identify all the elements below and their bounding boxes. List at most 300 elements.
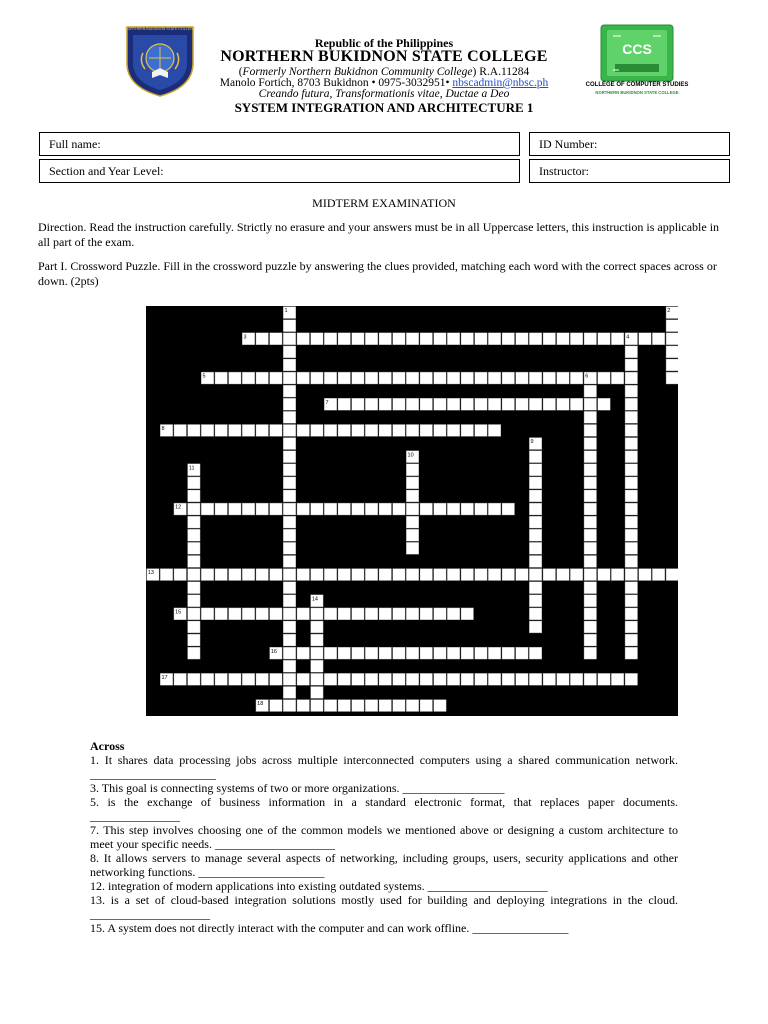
crossword-cell[interactable]: [256, 608, 268, 620]
crossword-cell[interactable]: [488, 569, 500, 581]
crossword-cell[interactable]: [529, 464, 541, 476]
crossword-cell[interactable]: [270, 333, 282, 345]
crossword-cell[interactable]: [188, 425, 200, 437]
crossword-cell[interactable]: [365, 608, 377, 620]
crossword-cell[interactable]: [174, 569, 186, 581]
crossword-cell[interactable]: [584, 647, 596, 659]
crossword-cell[interactable]: [639, 569, 651, 581]
crossword-cell[interactable]: [447, 608, 459, 620]
crossword-cell[interactable]: [352, 398, 364, 410]
crossword-cell[interactable]: [188, 542, 200, 554]
crossword-cell[interactable]: [625, 673, 637, 685]
crossword-cell[interactable]: [365, 700, 377, 712]
crossword-cell[interactable]: [201, 503, 213, 515]
crossword-cell[interactable]: [529, 477, 541, 489]
crossword-cell[interactable]: [434, 398, 446, 410]
crossword-cell[interactable]: [270, 425, 282, 437]
crossword-cell[interactable]: [215, 425, 227, 437]
section-field[interactable]: [39, 159, 520, 183]
crossword-cell[interactable]: [324, 569, 336, 581]
crossword-cell[interactable]: [584, 333, 596, 345]
crossword-cell[interactable]: [529, 621, 541, 633]
crossword-cell[interactable]: [201, 673, 213, 685]
crossword-cell[interactable]: [215, 673, 227, 685]
crossword-cell[interactable]: [297, 503, 309, 515]
crossword-cell[interactable]: [379, 700, 391, 712]
crossword-cell[interactable]: [242, 425, 254, 437]
crossword-cell[interactable]: [611, 673, 623, 685]
crossword-cell[interactable]: [475, 647, 487, 659]
instructor-field[interactable]: [529, 159, 730, 183]
crossword-cell[interactable]: [242, 673, 254, 685]
crossword-cell[interactable]: [283, 529, 295, 541]
crossword-cell[interactable]: [379, 333, 391, 345]
crossword-cell[interactable]: [666, 320, 678, 332]
crossword-cell[interactable]: [283, 451, 295, 463]
crossword-cell[interactable]: [420, 608, 432, 620]
crossword-cell[interactable]: [461, 372, 473, 384]
crossword-cell[interactable]: [324, 503, 336, 515]
crossword-cell[interactable]: [666, 359, 678, 371]
crossword-cell[interactable]: [283, 660, 295, 672]
crossword-cell[interactable]: [420, 503, 432, 515]
crossword-cell[interactable]: [188, 621, 200, 633]
crossword-cell[interactable]: [365, 333, 377, 345]
crossword-cell[interactable]: [516, 333, 528, 345]
email-link[interactable]: nbscadmin@nbsc.ph: [452, 77, 549, 89]
crossword-cell[interactable]: [625, 477, 637, 489]
crossword-cell[interactable]: [406, 490, 418, 502]
crossword-cell[interactable]: [215, 608, 227, 620]
crossword-cell[interactable]: [502, 398, 514, 410]
crossword-cell[interactable]: [256, 333, 268, 345]
crossword-cell[interactable]: [352, 673, 364, 685]
crossword-cell[interactable]: [393, 372, 405, 384]
crossword-cell[interactable]: [352, 372, 364, 384]
crossword-cell[interactable]: [352, 503, 364, 515]
crossword-cell[interactable]: [625, 490, 637, 502]
crossword-cell[interactable]: [324, 372, 336, 384]
crossword-cell[interactable]: [311, 425, 323, 437]
crossword-cell[interactable]: [529, 398, 541, 410]
crossword-cell[interactable]: [338, 425, 350, 437]
crossword-cell[interactable]: [297, 372, 309, 384]
crossword-cell[interactable]: [379, 425, 391, 437]
crossword-cell[interactable]: [352, 647, 364, 659]
crossword-cell[interactable]: [666, 333, 678, 345]
crossword-cell[interactable]: [611, 569, 623, 581]
crossword-cell[interactable]: [311, 660, 323, 672]
crossword-cell[interactable]: [283, 700, 295, 712]
crossword-cell[interactable]: [365, 503, 377, 515]
crossword-cell[interactable]: [283, 634, 295, 646]
crossword-cell[interactable]: [297, 673, 309, 685]
crossword-cell[interactable]: [584, 464, 596, 476]
crossword-cell[interactable]: [475, 673, 487, 685]
crossword-cell[interactable]: [516, 647, 528, 659]
crossword-cell[interactable]: [584, 542, 596, 554]
crossword-cell[interactable]: [188, 503, 200, 515]
crossword-cell[interactable]: [352, 333, 364, 345]
crossword-cell[interactable]: [584, 438, 596, 450]
crossword-cell[interactable]: [475, 398, 487, 410]
crossword-cell[interactable]: [283, 411, 295, 423]
crossword-cell[interactable]: [393, 398, 405, 410]
crossword-cell[interactable]: [502, 569, 514, 581]
crossword-cell[interactable]: [338, 647, 350, 659]
crossword-cell[interactable]: [652, 569, 664, 581]
crossword-cell[interactable]: [379, 503, 391, 515]
crossword-cell[interactable]: [229, 372, 241, 384]
crossword-cell[interactable]: [256, 503, 268, 515]
crossword-cell[interactable]: [311, 700, 323, 712]
crossword-cell[interactable]: [625, 346, 637, 358]
crossword-cell[interactable]: [406, 569, 418, 581]
crossword-cell[interactable]: [352, 425, 364, 437]
crossword-cell[interactable]: [461, 608, 473, 620]
crossword-cell[interactable]: [270, 673, 282, 685]
crossword-cell[interactable]: [529, 542, 541, 554]
crossword-cell[interactable]: [242, 608, 254, 620]
crossword-cell[interactable]: [447, 647, 459, 659]
crossword-cell[interactable]: [557, 673, 569, 685]
crossword-cell[interactable]: [188, 647, 200, 659]
crossword-cell[interactable]: [625, 438, 637, 450]
crossword-cell[interactable]: [174, 673, 186, 685]
crossword-cell[interactable]: [434, 425, 446, 437]
crossword-cell[interactable]: [666, 569, 678, 581]
crossword-cell[interactable]: [557, 333, 569, 345]
crossword-cell[interactable]: [584, 673, 596, 685]
crossword-cell[interactable]: [324, 700, 336, 712]
crossword-cell[interactable]: [270, 569, 282, 581]
crossword-cell[interactable]: [475, 333, 487, 345]
crossword-cell[interactable]: [379, 608, 391, 620]
crossword-cell[interactable]: [297, 425, 309, 437]
crossword-cell[interactable]: [188, 673, 200, 685]
crossword-cell[interactable]: [488, 647, 500, 659]
crossword-cell[interactable]: [529, 647, 541, 659]
crossword-cell[interactable]: [352, 700, 364, 712]
crossword-cell[interactable]: [283, 477, 295, 489]
crossword-cell[interactable]: [338, 333, 350, 345]
crossword-cell[interactable]: [365, 569, 377, 581]
crossword-cell[interactable]: [543, 372, 555, 384]
crossword-cell[interactable]: [283, 438, 295, 450]
crossword-cell[interactable]: [447, 372, 459, 384]
crossword-cell[interactable]: [365, 398, 377, 410]
crossword-cell[interactable]: [502, 503, 514, 515]
crossword-cell[interactable]: [529, 516, 541, 528]
crossword-cell[interactable]: [338, 608, 350, 620]
crossword-cell[interactable]: [393, 425, 405, 437]
crossword-cell[interactable]: [488, 425, 500, 437]
crossword-cell[interactable]: [283, 320, 295, 332]
crossword-cell[interactable]: [338, 700, 350, 712]
crossword-cell[interactable]: [529, 556, 541, 568]
crossword-cell[interactable]: [461, 425, 473, 437]
crossword-cell[interactable]: [324, 425, 336, 437]
crossword-cell[interactable]: [529, 608, 541, 620]
crossword-cell[interactable]: [447, 425, 459, 437]
crossword-cell[interactable]: [420, 398, 432, 410]
crossword-cell[interactable]: [406, 608, 418, 620]
crossword-cell[interactable]: [283, 516, 295, 528]
crossword-cell[interactable]: [324, 333, 336, 345]
crossword-cell[interactable]: [188, 595, 200, 607]
crossword-cell[interactable]: [625, 425, 637, 437]
crossword-cell[interactable]: [584, 569, 596, 581]
crossword-cell[interactable]: [543, 673, 555, 685]
crossword-cell[interactable]: [625, 608, 637, 620]
crossword-cell[interactable]: [406, 464, 418, 476]
crossword-cell[interactable]: [283, 333, 295, 345]
crossword-cell[interactable]: [283, 673, 295, 685]
crossword-cell[interactable]: [584, 556, 596, 568]
crossword-cell[interactable]: [420, 569, 432, 581]
crossword-cell[interactable]: [434, 333, 446, 345]
crossword-cell[interactable]: [188, 569, 200, 581]
crossword-cell[interactable]: [461, 503, 473, 515]
crossword-cell[interactable]: [283, 556, 295, 568]
crossword-cell[interactable]: [434, 673, 446, 685]
crossword-cell[interactable]: [283, 372, 295, 384]
crossword-cell[interactable]: [393, 647, 405, 659]
crossword-cell[interactable]: [584, 411, 596, 423]
crossword-cell[interactable]: [611, 333, 623, 345]
full-name-field[interactable]: [39, 132, 520, 156]
crossword-cell[interactable]: [584, 385, 596, 397]
crossword-cell[interactable]: [283, 464, 295, 476]
crossword-cell[interactable]: [379, 372, 391, 384]
crossword-cell[interactable]: [461, 333, 473, 345]
crossword-cell[interactable]: [625, 542, 637, 554]
crossword-cell[interactable]: [625, 582, 637, 594]
crossword-cell[interactable]: [406, 425, 418, 437]
crossword-cell[interactable]: [625, 359, 637, 371]
crossword-cell[interactable]: [502, 647, 514, 659]
crossword-cell[interactable]: [338, 398, 350, 410]
crossword-cell[interactable]: [365, 372, 377, 384]
crossword-cell[interactable]: [475, 503, 487, 515]
crossword-cell[interactable]: [229, 608, 241, 620]
crossword-cell[interactable]: [584, 621, 596, 633]
crossword-cell[interactable]: [324, 608, 336, 620]
crossword-cell[interactable]: [625, 372, 637, 384]
crossword-cell[interactable]: [338, 673, 350, 685]
crossword-cell[interactable]: [379, 569, 391, 581]
crossword-cell[interactable]: [352, 608, 364, 620]
crossword-cell[interactable]: [406, 333, 418, 345]
crossword-cell[interactable]: [283, 687, 295, 699]
crossword-cell[interactable]: [270, 372, 282, 384]
crossword-cell[interactable]: [256, 372, 268, 384]
crossword-cell[interactable]: [447, 673, 459, 685]
crossword-cell[interactable]: [625, 556, 637, 568]
crossword-cell[interactable]: [160, 569, 172, 581]
crossword-cell[interactable]: [420, 700, 432, 712]
crossword-cell[interactable]: [529, 503, 541, 515]
crossword-cell[interactable]: [229, 503, 241, 515]
crossword-cell[interactable]: [529, 451, 541, 463]
crossword-cell[interactable]: [297, 647, 309, 659]
crossword-cell[interactable]: [447, 503, 459, 515]
crossword-cell[interactable]: [311, 503, 323, 515]
crossword-cell[interactable]: [365, 647, 377, 659]
crossword-cell[interactable]: [283, 621, 295, 633]
crossword-cell[interactable]: [311, 569, 323, 581]
crossword-cell[interactable]: [625, 411, 637, 423]
crossword-cell[interactable]: [529, 372, 541, 384]
crossword-cell[interactable]: [201, 608, 213, 620]
crossword-cell[interactable]: [297, 608, 309, 620]
crossword-cell[interactable]: [283, 490, 295, 502]
crossword-cell[interactable]: [625, 503, 637, 515]
crossword-cell[interactable]: [406, 372, 418, 384]
crossword-cell[interactable]: [215, 503, 227, 515]
crossword-cell[interactable]: [625, 451, 637, 463]
crossword-cell[interactable]: [420, 673, 432, 685]
crossword-cell[interactable]: [324, 647, 336, 659]
crossword-cell[interactable]: [188, 608, 200, 620]
id-number-field[interactable]: [529, 132, 730, 156]
crossword-cell[interactable]: [625, 569, 637, 581]
crossword-cell[interactable]: [406, 647, 418, 659]
crossword-cell[interactable]: [406, 529, 418, 541]
crossword-cell[interactable]: [256, 425, 268, 437]
crossword-cell[interactable]: [434, 700, 446, 712]
crossword-cell[interactable]: [283, 398, 295, 410]
crossword-cell[interactable]: [447, 398, 459, 410]
crossword-cell[interactable]: [529, 333, 541, 345]
crossword-cell[interactable]: [598, 569, 610, 581]
crossword-cell[interactable]: [311, 608, 323, 620]
crossword-cell[interactable]: [434, 569, 446, 581]
crossword-cell[interactable]: [393, 503, 405, 515]
crossword-cell[interactable]: [283, 569, 295, 581]
crossword-cell[interactable]: [393, 333, 405, 345]
crossword-cell[interactable]: [406, 398, 418, 410]
crossword-cell[interactable]: [393, 673, 405, 685]
crossword-cell[interactable]: [543, 333, 555, 345]
crossword-cell[interactable]: [447, 569, 459, 581]
crossword-cell[interactable]: [338, 503, 350, 515]
crossword-cell[interactable]: [529, 569, 541, 581]
crossword-cell[interactable]: [625, 385, 637, 397]
crossword-cell[interactable]: [529, 582, 541, 594]
crossword-cell[interactable]: [188, 556, 200, 568]
crossword-cell[interactable]: [379, 398, 391, 410]
crossword-cell[interactable]: [598, 333, 610, 345]
crossword-cell[interactable]: [584, 529, 596, 541]
crossword-grid[interactable]: [146, 306, 678, 716]
crossword-cell[interactable]: [201, 569, 213, 581]
crossword-cell[interactable]: [283, 647, 295, 659]
crossword-cell[interactable]: [311, 647, 323, 659]
crossword-cell[interactable]: [434, 608, 446, 620]
crossword-cell[interactable]: [420, 372, 432, 384]
crossword-cell[interactable]: [311, 673, 323, 685]
crossword-cell[interactable]: [393, 569, 405, 581]
crossword-cell[interactable]: [625, 516, 637, 528]
crossword-cell[interactable]: [666, 372, 678, 384]
crossword-cell[interactable]: [270, 700, 282, 712]
crossword-cell[interactable]: [516, 569, 528, 581]
crossword-cell[interactable]: [652, 333, 664, 345]
crossword-cell[interactable]: [488, 372, 500, 384]
crossword-cell[interactable]: [598, 673, 610, 685]
crossword-cell[interactable]: [529, 490, 541, 502]
crossword-cell[interactable]: [516, 372, 528, 384]
crossword-cell[interactable]: [584, 634, 596, 646]
crossword-cell[interactable]: [584, 490, 596, 502]
crossword-cell[interactable]: [379, 673, 391, 685]
crossword-cell[interactable]: [352, 569, 364, 581]
crossword-cell[interactable]: [324, 673, 336, 685]
crossword-cell[interactable]: [584, 451, 596, 463]
crossword-cell[interactable]: [625, 634, 637, 646]
crossword-cell[interactable]: [557, 398, 569, 410]
crossword-cell[interactable]: [570, 673, 582, 685]
crossword-cell[interactable]: [365, 673, 377, 685]
crossword-cell[interactable]: [434, 372, 446, 384]
crossword-cell[interactable]: [502, 673, 514, 685]
crossword-cell[interactable]: [598, 372, 610, 384]
crossword-cell[interactable]: [625, 464, 637, 476]
crossword-cell[interactable]: [229, 425, 241, 437]
crossword-cell[interactable]: [570, 372, 582, 384]
crossword-cell[interactable]: [406, 503, 418, 515]
crossword-cell[interactable]: [516, 398, 528, 410]
crossword-cell[interactable]: [406, 542, 418, 554]
crossword-cell[interactable]: [502, 372, 514, 384]
crossword-cell[interactable]: [543, 398, 555, 410]
crossword-cell[interactable]: [584, 425, 596, 437]
crossword-cell[interactable]: [365, 425, 377, 437]
crossword-cell[interactable]: [584, 516, 596, 528]
crossword-cell[interactable]: [584, 477, 596, 489]
crossword-cell[interactable]: [625, 595, 637, 607]
crossword-cell[interactable]: [488, 333, 500, 345]
crossword-cell[interactable]: [297, 700, 309, 712]
crossword-cell[interactable]: [529, 595, 541, 607]
crossword-cell[interactable]: [338, 372, 350, 384]
crossword-cell[interactable]: [270, 608, 282, 620]
crossword-cell[interactable]: [639, 333, 651, 345]
crossword-cell[interactable]: [201, 425, 213, 437]
crossword-cell[interactable]: [570, 398, 582, 410]
crossword-cell[interactable]: [174, 425, 186, 437]
crossword-cell[interactable]: [488, 673, 500, 685]
crossword-cell[interactable]: [283, 425, 295, 437]
crossword-cell[interactable]: [379, 647, 391, 659]
crossword-cell[interactable]: [475, 569, 487, 581]
crossword-cell[interactable]: [242, 372, 254, 384]
crossword-cell[interactable]: [557, 569, 569, 581]
crossword-cell[interactable]: [297, 333, 309, 345]
crossword-cell[interactable]: [188, 490, 200, 502]
crossword-cell[interactable]: [406, 700, 418, 712]
crossword-cell[interactable]: [215, 372, 227, 384]
crossword-cell[interactable]: [611, 372, 623, 384]
crossword-cell[interactable]: [529, 529, 541, 541]
crossword-cell[interactable]: [447, 333, 459, 345]
crossword-cell[interactable]: [420, 647, 432, 659]
crossword-cell[interactable]: [229, 569, 241, 581]
crossword-cell[interactable]: [188, 529, 200, 541]
crossword-cell[interactable]: [311, 687, 323, 699]
crossword-cell[interactable]: [516, 673, 528, 685]
